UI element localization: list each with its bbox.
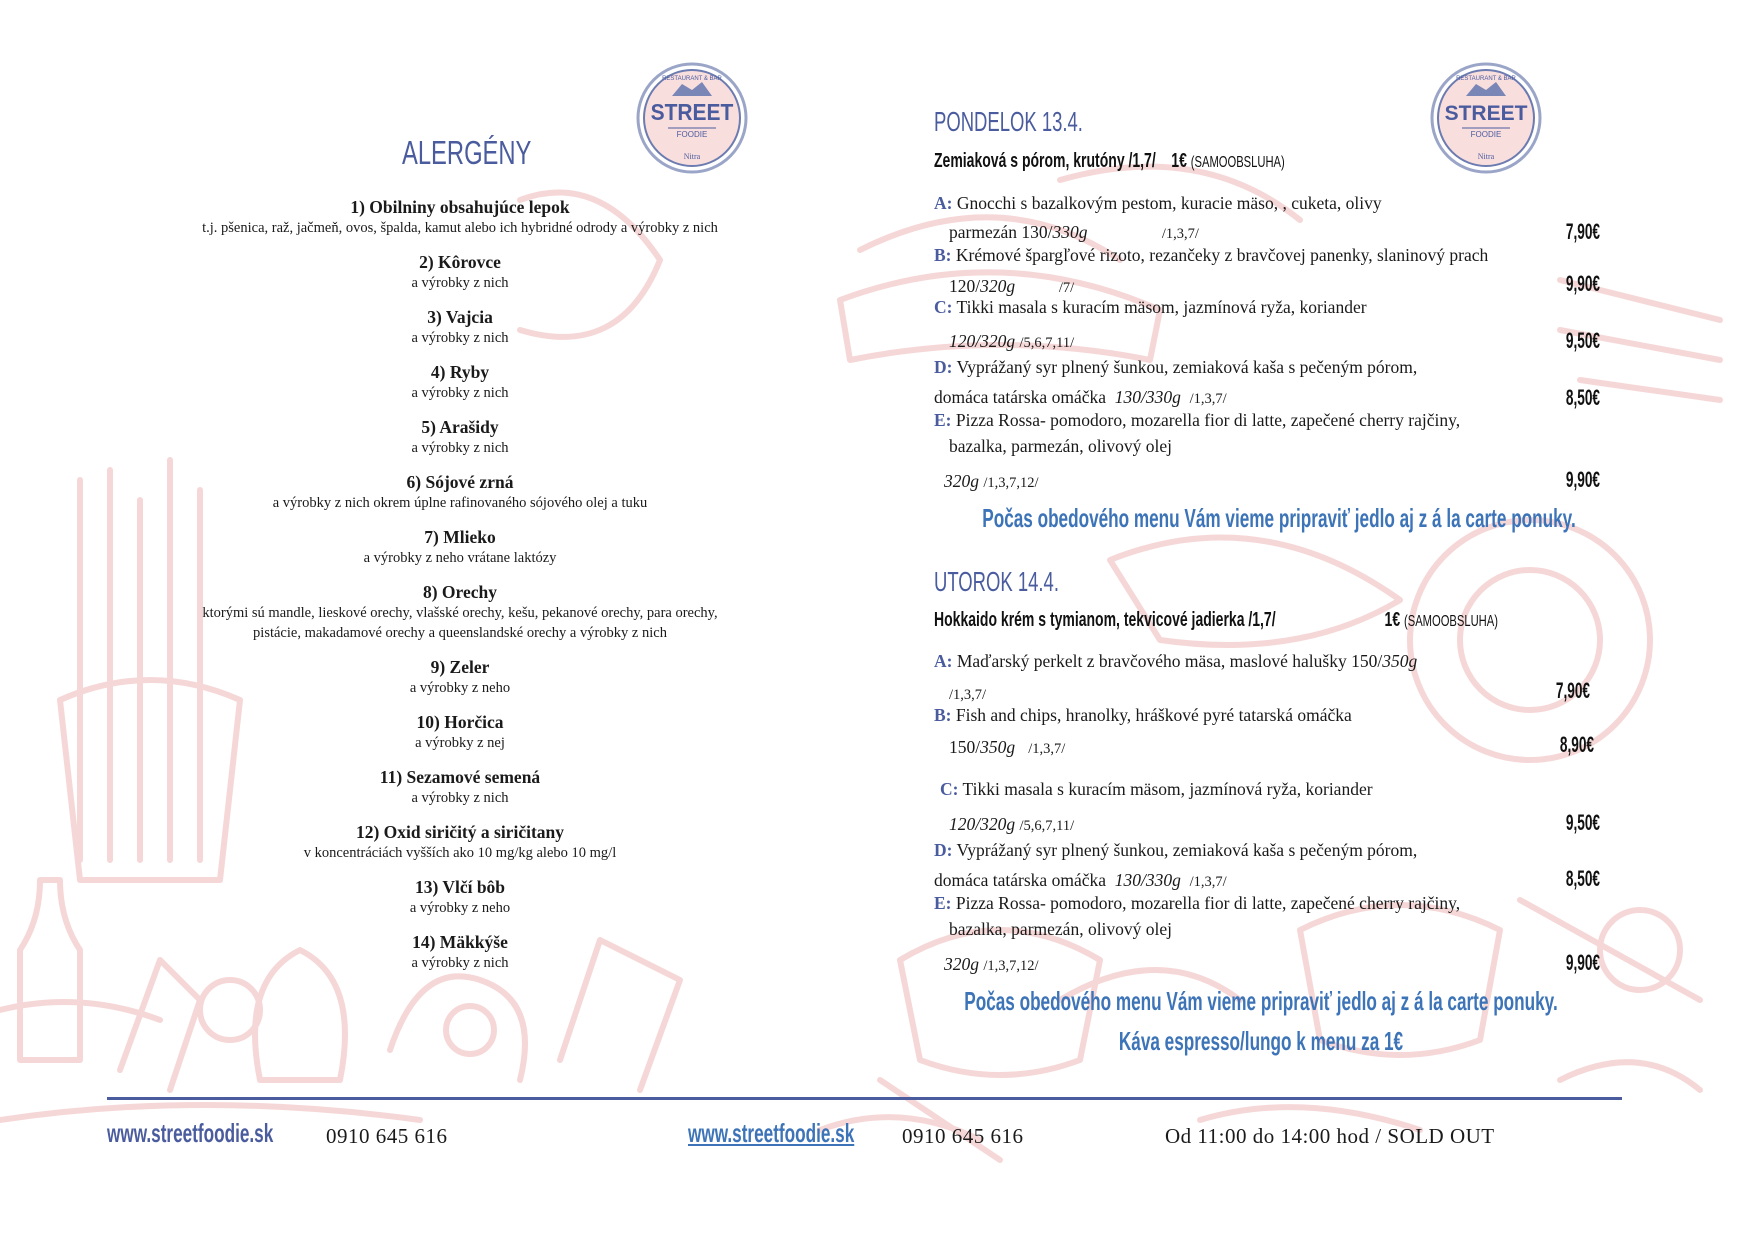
dish-weight	[934, 387, 1227, 408]
soup-name: Hokkaido krém s tymianom, tekvicové jadierka /1,7/	[934, 609, 1276, 631]
allergen-name: 14) Mäkkýše	[412, 932, 508, 952]
allergen-item	[100, 306, 820, 348]
allergen-desc: a výrobky z neho	[409, 680, 511, 696]
dish-price: 8,90€	[1559, 732, 1594, 757]
menu-dish-e	[934, 893, 1460, 914]
allergen-desc: a výrobky z nej	[415, 735, 505, 751]
allergen-desc: ktorými sú mandle, lieskové orechy, vlašské orechy, kešu, pekanové orechy, para orechy,	[202, 605, 718, 621]
monday-title: PONDELOK 13.4.	[934, 106, 1083, 137]
dish-weight	[944, 954, 1039, 975]
dish-letter: B:	[934, 245, 952, 265]
allergen-desc: v koncentráciách vyšších ako 10 mg/kg alebo 10 mg/l	[303, 845, 617, 861]
dish-weight	[944, 471, 1039, 492]
dish-weight	[949, 814, 1074, 835]
dish-weight	[934, 870, 1227, 891]
dish-desc: Tikki masala s kuracím mäsom, jazmínová ryža, koriander	[956, 297, 1367, 317]
soup-name: Zemiaková s pórom, krutóny /1,7/	[934, 150, 1156, 172]
svg-text:RESTAURANT & BAR: RESTAURANT & BAR	[662, 76, 722, 82]
opening-hours: Od 11:00 do 14:00 hod / SOLD OUT	[1165, 1124, 1495, 1148]
allergen-name: 10) Horčica	[416, 712, 504, 732]
allergen-name: 4) Ryby	[430, 362, 490, 382]
dish-price: 8,50€	[1565, 385, 1600, 410]
soup-note: (SAMOOBSLUHA)	[1403, 613, 1498, 630]
allergen-desc: a výrobky z nich	[411, 275, 509, 291]
dish-weight-italic: 350g	[980, 737, 1016, 757]
svg-text:Nitra: Nitra	[683, 152, 701, 161]
allergen-desc: a výrobky z nich	[411, 790, 509, 806]
menu-dish-c	[934, 297, 1367, 318]
svg-text:Nitra: Nitra	[1477, 152, 1495, 161]
soup-price: 1€	[1384, 609, 1401, 631]
allergen-name: 6) Sójové zrná	[406, 472, 514, 492]
dish-desc: Fish and chips, hranolky, hráškové pyré tatarská omáčka	[955, 705, 1352, 725]
menu-dish-c	[940, 779, 1373, 800]
dish-desc-2: bazalka, parmezán, olivový olej	[949, 436, 1173, 456]
dish-desc: Vyprážaný syr plnený šunkou, zemiaková kaša s pečeným pórom,	[956, 840, 1418, 860]
allergen-item	[100, 581, 820, 643]
footer-phone-left: 0910 645 616	[326, 1124, 448, 1148]
dish-weight-text: 120/	[949, 276, 981, 296]
dish-price: 8,50€	[1565, 866, 1600, 891]
tuesday-title: UTOROK 14.4.	[934, 566, 1059, 597]
dish-desc-2: domáca tatárska omáčka	[934, 387, 1106, 407]
dish-weight-italic: 130/330g	[1114, 870, 1181, 890]
dish-letter: C:	[940, 779, 959, 799]
allergen-name: 3) Vajcia	[427, 307, 493, 327]
dish-letter: D:	[934, 840, 953, 860]
monday-alacarte-note: Počas obedového menu Vám vieme pripraviť jedlo aj z á la carte ponuky.	[982, 503, 1576, 533]
dish-weight	[949, 331, 1074, 352]
allergen-item	[100, 656, 820, 698]
allergen-item	[100, 766, 820, 808]
allergen-item	[100, 821, 820, 863]
menu-dish-a	[934, 651, 1417, 672]
dish-weight-italic: 320g	[980, 276, 1016, 296]
dish-price: 9,90€	[1565, 271, 1600, 296]
svg-text:RESTAURANT & BAR: RESTAURANT & BAR	[1456, 76, 1516, 82]
dish-weight	[949, 737, 1065, 758]
soup-price: 1€	[1171, 150, 1187, 172]
dish-price: 9,90€	[1565, 950, 1600, 975]
allergen-item	[100, 931, 820, 973]
allergen-desc: t.j. pšenica, raž, jačmeň, ovos, špalda, kamut alebo ich hybridné odrody a výrobky z nich	[202, 220, 718, 236]
dish-desc: Tikki masala s kuracím mäsom, jazmínová ryža, koriander	[962, 779, 1373, 799]
dish-desc: Vyprážaný syr plnený šunkou, zemiaková kaša s pečeným pórom,	[956, 357, 1418, 377]
dish-letter: A:	[934, 651, 953, 671]
dish-price: 9,50€	[1565, 328, 1600, 353]
dish-weight-italic: 120/320g	[949, 331, 1016, 351]
dish-allergens: /1,3,7,12/	[983, 475, 1039, 491]
dish-price: 7,90€	[1555, 678, 1590, 703]
allergen-desc: a výrobky z nich	[411, 440, 509, 456]
allergen-desc: a výrobky z nich	[411, 385, 509, 401]
dish-letter: E:	[934, 893, 952, 913]
allergen-desc: a výrobky z nich	[411, 955, 509, 971]
menu-dish-d	[934, 840, 1417, 861]
dish-allergens: /1,3,7,12/	[983, 958, 1039, 974]
allergen-item	[100, 416, 820, 458]
allergen-name: 11) Sezamové semená	[379, 767, 541, 787]
allergen-item	[100, 526, 820, 568]
dish-letter: D:	[934, 357, 953, 377]
allergen-item	[100, 196, 820, 238]
dish-desc: Maďarský perkelt z bravčového mäsa, maslové halušky 150/	[956, 651, 1383, 671]
street-foodie-logo-left	[636, 62, 748, 174]
dish-allergens: /1,3,7/	[1161, 226, 1199, 242]
dish-allergens: /1,3,7/	[1189, 391, 1227, 407]
svg-text:FOODIE: FOODIE	[676, 130, 708, 139]
dish-price: 9,90€	[1565, 467, 1600, 492]
dish-desc: Pizza Rossa- pomodoro, mozarella fior di latte, zapečené cherry rajčiny,	[955, 410, 1461, 430]
svg-text:FOODIE: FOODIE	[1470, 130, 1502, 139]
dish-allergens: /7/	[1058, 280, 1075, 296]
allergen-name: 8) Orechy	[422, 582, 498, 602]
soup-note: (SAMOOBSLUHA)	[1190, 154, 1285, 171]
tuesday-alacarte-note: Počas obedového menu Vám vieme pripraviť jedlo aj z á la carte ponuky.	[964, 986, 1558, 1016]
allergen-item	[100, 251, 820, 293]
allergen-name: 12) Oxid siričitý a siričitany	[355, 822, 565, 842]
svg-text:STREET: STREET	[1444, 102, 1528, 125]
allergen-item	[100, 361, 820, 403]
dish-weight-text: 150/	[949, 737, 981, 757]
dish-desc-2: domáca tatárska omáčka	[934, 870, 1106, 890]
menu-dish-e	[934, 410, 1460, 431]
monday-soup	[934, 150, 1285, 173]
allergens-list	[100, 196, 820, 986]
menu-dish-d	[934, 357, 1417, 378]
allergen-name: 7) Mlieko	[424, 527, 496, 547]
tuesday-soup	[934, 609, 1498, 632]
allergens-title: ALERGÉNY	[402, 134, 532, 171]
dish-desc: Pizza Rossa- pomodoro, mozarella fior di latte, zapečené cherry rajčiny,	[955, 893, 1461, 913]
footer-website-right[interactable]: www.streetfoodie.sk	[688, 1118, 855, 1148]
allergen-name: 2) Kôrovce	[419, 252, 501, 272]
menu-dish-a	[934, 193, 1382, 214]
allergen-desc: a výrobky z neho vrátane laktózy	[363, 550, 557, 566]
allergen-desc: a výrobky z nich okrem úplne rafinovaného sójového olej a tuku	[272, 495, 648, 511]
dish-weight-italic: 320g	[944, 954, 979, 974]
dish-weight-italic: 320g	[944, 471, 979, 491]
dish-weight	[949, 276, 1074, 297]
allergen-name: 5) Arašidy	[421, 417, 499, 437]
dish-allergens: /5,6,7,11/	[1019, 335, 1075, 351]
dish-weight-italic: 130/330g	[1114, 387, 1181, 407]
dish-weight-italic: 350g	[1382, 651, 1418, 671]
allergen-item	[100, 471, 820, 513]
allergen-desc: a výrobky z nich	[411, 330, 509, 346]
dish-weight	[949, 683, 986, 704]
dish-allergens: /1,3,7/	[1028, 741, 1066, 757]
dish-desc: Krémové špargľové rizoto, rezančeky z bravčovej panenky, slaninový prach	[955, 245, 1489, 265]
footer-website-left[interactable]: www.streetfoodie.sk	[107, 1118, 274, 1148]
footer-divider	[107, 1097, 1622, 1100]
allergen-name: 1) Obilniny obsahujúce lepok	[350, 197, 570, 217]
dish-letter: A:	[934, 193, 953, 213]
allergen-name: 13) Vlčí bôb	[414, 877, 506, 897]
dish-weight	[949, 222, 1199, 243]
menu-dish-b	[934, 245, 1488, 266]
allergen-name: 9) Zeler	[430, 657, 490, 677]
footer-phone-right: 0910 645 616	[902, 1124, 1024, 1148]
dish-price: 7,90€	[1565, 219, 1600, 244]
dish-weight-italic: 330g	[1052, 222, 1088, 242]
allergen-item	[100, 711, 820, 753]
allergen-desc: a výrobky z neho	[409, 900, 511, 916]
menu-dish-b	[934, 705, 1352, 726]
dish-price: 9,50€	[1565, 810, 1600, 835]
street-foodie-logo-right	[1430, 62, 1542, 174]
dish-letter: B:	[934, 705, 952, 725]
allergen-desc: pistácie, makadamové orechy a queenslandské orechy a výrobky z nich	[253, 625, 667, 641]
dish-desc-2: bazalka, parmezán, olivový olej	[949, 919, 1173, 939]
dish-letter: C:	[934, 297, 953, 317]
dish-allergens: /1,3,7/	[949, 687, 987, 703]
dish-letter: E:	[934, 410, 952, 430]
allergen-item	[100, 876, 820, 918]
dish-desc: Gnocchi s bazalkovým pestom, kuracie mäso, , cuketa, olivy	[956, 193, 1382, 213]
dish-weight-italic: 120/320g	[949, 814, 1016, 834]
dish-allergens: /5,6,7,11/	[1019, 818, 1075, 834]
dish-weight-text: parmezán 130/	[949, 222, 1053, 242]
coffee-offer-note: Káva espresso/lungo k menu za 1€	[1118, 1026, 1404, 1056]
dish-allergens: /1,3,7/	[1189, 874, 1227, 890]
svg-text:STREET: STREET	[650, 99, 734, 126]
